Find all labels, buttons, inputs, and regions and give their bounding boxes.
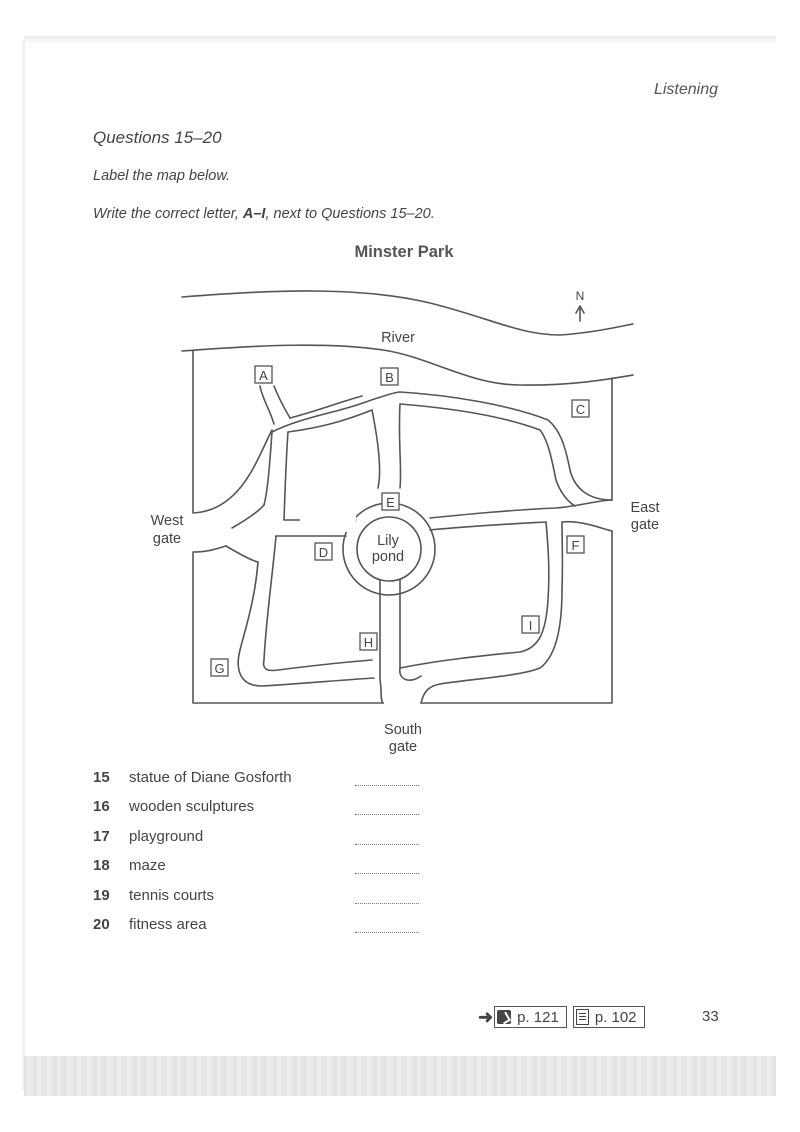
- transcript-page: p. 102: [594, 1008, 637, 1026]
- question-number: 19: [93, 886, 110, 904]
- answer-blank[interactable]: [355, 798, 419, 815]
- letter-box-g: [211, 659, 228, 676]
- letter-box-e: [382, 493, 399, 510]
- letter-box-c: [572, 400, 589, 417]
- letter-i: I: [528, 618, 533, 633]
- west-gate-label-2: gate: [152, 531, 182, 547]
- questions-heading: Questions 15–20: [93, 128, 222, 147]
- answer-list: [93, 769, 453, 945]
- instruction-text-end: , next to Questions 15–20.: [265, 206, 435, 222]
- question-row: [93, 769, 453, 798]
- letter-h: H: [363, 635, 374, 650]
- south-gate-label-2: gate: [388, 739, 418, 755]
- letter-g: G: [214, 661, 225, 676]
- instruction-text: Write the correct letter,: [93, 206, 243, 222]
- question-number: 17: [93, 827, 110, 845]
- letter-box-i: [522, 616, 539, 633]
- answer-blank[interactable]: [355, 857, 419, 874]
- river-bank-north: [182, 291, 633, 335]
- letter-f: F: [571, 538, 580, 553]
- letter-e: E: [386, 495, 395, 510]
- question-number: 16: [93, 798, 110, 816]
- west-gate-label-1: West: [150, 513, 184, 529]
- river-label: River: [381, 330, 415, 346]
- pond-label-2: pond: [371, 549, 405, 565]
- east-gate-label-2: gate: [630, 517, 660, 533]
- question-text: maze: [129, 857, 166, 875]
- letter-box-b: [381, 368, 398, 385]
- letter-box-d: [315, 543, 332, 560]
- question-number: 20: [93, 915, 110, 933]
- page-number: 33: [702, 1008, 719, 1025]
- question-number: 18: [93, 857, 110, 875]
- letter-box-f: [567, 536, 584, 553]
- question-text: playground: [129, 827, 204, 845]
- question-text: fitness area: [129, 915, 207, 933]
- instruction-label-map: Label the map below.: [93, 168, 231, 184]
- answer-key-icon: [497, 1010, 511, 1024]
- answer-blank[interactable]: [355, 916, 419, 933]
- answer-key-page: p. 121: [517, 1008, 559, 1026]
- transcript-icon: [576, 1009, 589, 1025]
- north-label: N: [575, 289, 585, 303]
- question-text: tennis courts: [129, 886, 215, 904]
- answer-key-reference: [494, 1006, 567, 1028]
- question-number: 15: [93, 769, 110, 786]
- letter-box-h: [360, 633, 377, 650]
- question-row: [93, 857, 453, 886]
- pond-label-1: Lily: [377, 533, 399, 549]
- south-gate-label-1: South: [384, 722, 422, 738]
- answer-blank[interactable]: [355, 769, 419, 786]
- arrow-right-icon: ➜: [478, 1006, 494, 1027]
- letter-b: B: [385, 370, 394, 385]
- section-label: Listening: [653, 81, 718, 98]
- answer-blank[interactable]: [355, 828, 419, 845]
- instruction-letter-range: A–I: [242, 206, 266, 222]
- answer-blank[interactable]: [355, 887, 419, 904]
- river-bank-south: [182, 345, 633, 385]
- map-title: Minster Park: [354, 243, 454, 261]
- east-gate-label-1: East: [630, 500, 660, 516]
- question-text: wooden sculptures: [129, 798, 255, 816]
- transcript-reference: [573, 1006, 645, 1028]
- question-text: statue of Diane Gosforth: [129, 769, 292, 786]
- question-row: [93, 916, 453, 945]
- letter-a: A: [259, 368, 268, 383]
- question-row: [93, 887, 453, 916]
- page-references: [478, 1006, 651, 1028]
- letter-box-a: [255, 366, 272, 383]
- north-arrow-icon: [576, 306, 584, 321]
- question-row: [93, 828, 453, 857]
- question-row: [93, 798, 453, 827]
- letter-d: D: [318, 545, 329, 560]
- letter-c: C: [575, 402, 586, 417]
